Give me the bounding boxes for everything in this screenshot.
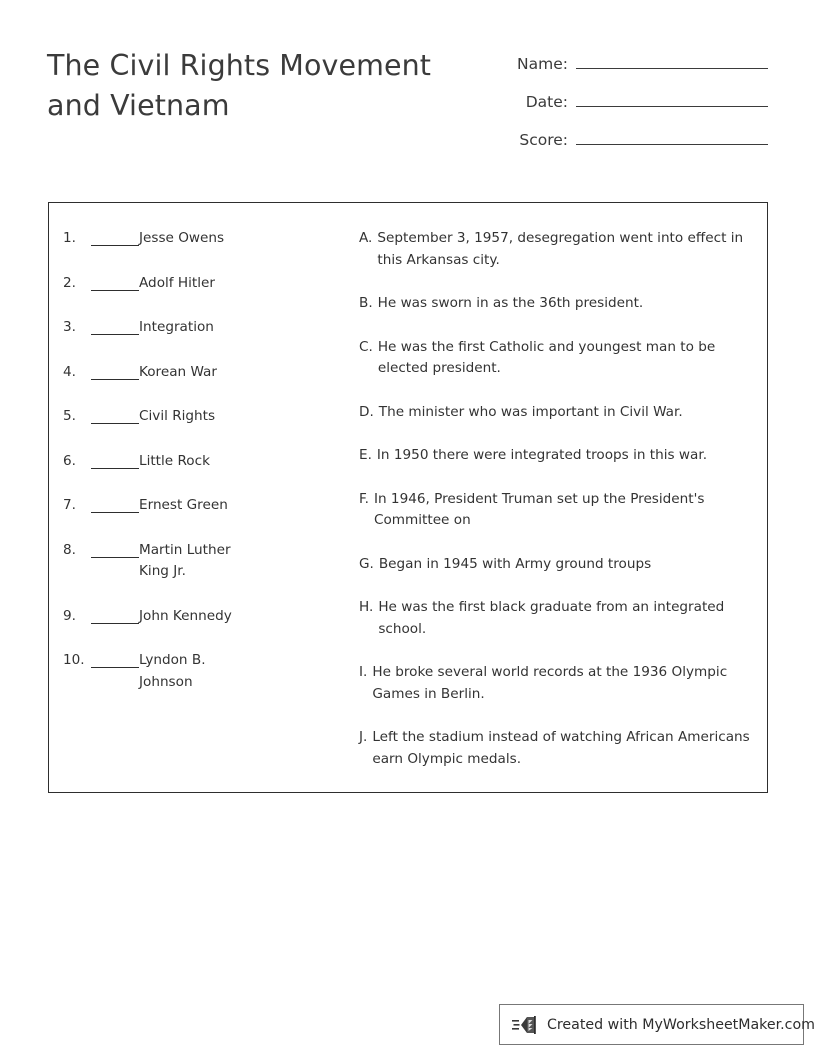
term-answer-blank[interactable] [91, 407, 139, 424]
definition-text: September 3, 1957, desegregation went into effect in this Arkansas city. [377, 230, 744, 268]
term-item [63, 317, 363, 339]
definition-letter: D. [359, 403, 374, 420]
date-field-row [488, 86, 768, 124]
term-number: 2. [63, 274, 76, 291]
term-answer-blank[interactable] [91, 229, 139, 246]
term-label: Little Rock [139, 452, 210, 469]
term-label: Integration [139, 319, 214, 335]
page-title-line-2: and Vietnam [47, 89, 230, 122]
definition-letter: I. [359, 664, 368, 680]
term-answer-blank[interactable] [91, 607, 139, 624]
term-answer-blank[interactable] [91, 651, 139, 668]
term-label: Ernest Green [139, 497, 228, 513]
definition-text: He was sworn in as the 36th president. [377, 295, 644, 311]
name-input-line[interactable] [576, 48, 768, 69]
definition-letter: B. [359, 295, 373, 311]
definition-text: In 1950 there were integrated troops in this war. [376, 447, 708, 463]
definition-letter: G. [359, 555, 374, 572]
term-label: Adolf Hitler [139, 274, 215, 291]
term-number: 1. [63, 230, 76, 246]
definition-text: He was the first black graduate from an integrated school. [378, 599, 725, 637]
page-title [47, 46, 477, 126]
term-number: 3. [63, 319, 76, 335]
score-input-line[interactable] [576, 124, 768, 145]
score-field-label: Score: [519, 131, 568, 149]
definition-item [359, 727, 757, 770]
worksheet-header [0, 0, 816, 190]
term-answer-blank[interactable] [91, 274, 139, 291]
student-info-fields [488, 48, 768, 162]
score-field-row [488, 124, 768, 162]
definition-item [359, 662, 757, 705]
term-number: 7. [63, 497, 76, 513]
name-field-label: Name: [517, 55, 568, 73]
term-number: 4. [63, 363, 76, 380]
term-item [63, 406, 363, 428]
page-title-line-1: The Civil Rights Movement [47, 49, 432, 82]
definition-letter: E. [359, 447, 372, 463]
term-answer-blank[interactable] [91, 363, 139, 380]
term-label: Korean War [139, 363, 217, 380]
term-item [63, 495, 363, 517]
worksheet-maker-logo-icon [512, 1013, 540, 1037]
definition-letter: A. [359, 230, 373, 246]
term-item [63, 273, 363, 295]
definition-text: The minister who was important in Civil War. [378, 403, 683, 420]
definition-text: Began in 1945 with Army ground troups [378, 555, 652, 572]
term-answer-blank[interactable] [91, 452, 139, 469]
term-label: Civil Rights [139, 408, 216, 424]
date-field-label: Date: [525, 93, 568, 111]
definition-text: Left the stadium instead of watching African Americans earn Olympic medals. [372, 729, 750, 767]
term-answer-blank[interactable] [91, 496, 139, 513]
definition-item [359, 554, 757, 576]
matching-columns [49, 203, 767, 792]
name-field-row [488, 48, 768, 86]
definition-item [359, 293, 757, 315]
definition-item [359, 489, 757, 532]
definition-item [359, 597, 757, 640]
term-item [63, 540, 363, 583]
definition-item [359, 402, 757, 424]
term-number: 5. [63, 408, 76, 424]
definition-letter: F. [359, 490, 369, 507]
definitions-column [359, 228, 757, 792]
definition-letter: H. [359, 599, 374, 615]
term-item [63, 606, 363, 628]
matching-exercise-box [48, 202, 768, 793]
definition-text: He was the first Catholic and youngest man to be elected president. [377, 338, 716, 376]
term-label: John Kennedy [139, 607, 232, 624]
term-answer-blank[interactable] [91, 318, 139, 335]
badge-label: Created with MyWorksheetMaker.com [547, 1016, 815, 1033]
term-number: 8. [63, 541, 76, 558]
term-label: Martin Luther King Jr. [139, 541, 231, 579]
worksheet-maker-badge[interactable] [499, 1004, 815, 1045]
term-label: Lyndon B. Johnson [139, 652, 206, 690]
term-number: 10. [63, 652, 85, 668]
definition-letter: J. [359, 729, 368, 745]
definition-text: He broke several world records at the 1936 Olympic Games in Berlin. [372, 664, 728, 702]
date-input-line[interactable] [576, 86, 768, 107]
definition-letter: C. [359, 338, 373, 355]
term-item [63, 650, 363, 693]
term-item [63, 451, 363, 473]
term-label: Jesse Owens [139, 230, 225, 246]
definition-item [359, 337, 757, 380]
definition-item [359, 228, 757, 271]
term-answer-blank[interactable] [91, 541, 139, 558]
terms-column [63, 228, 363, 716]
term-number: 6. [63, 452, 76, 469]
definition-text: In 1946, President Truman set up the President's Committee on [373, 490, 705, 528]
term-item [63, 228, 363, 250]
definition-item [359, 445, 757, 467]
term-number: 9. [63, 607, 76, 624]
term-item [63, 362, 363, 384]
